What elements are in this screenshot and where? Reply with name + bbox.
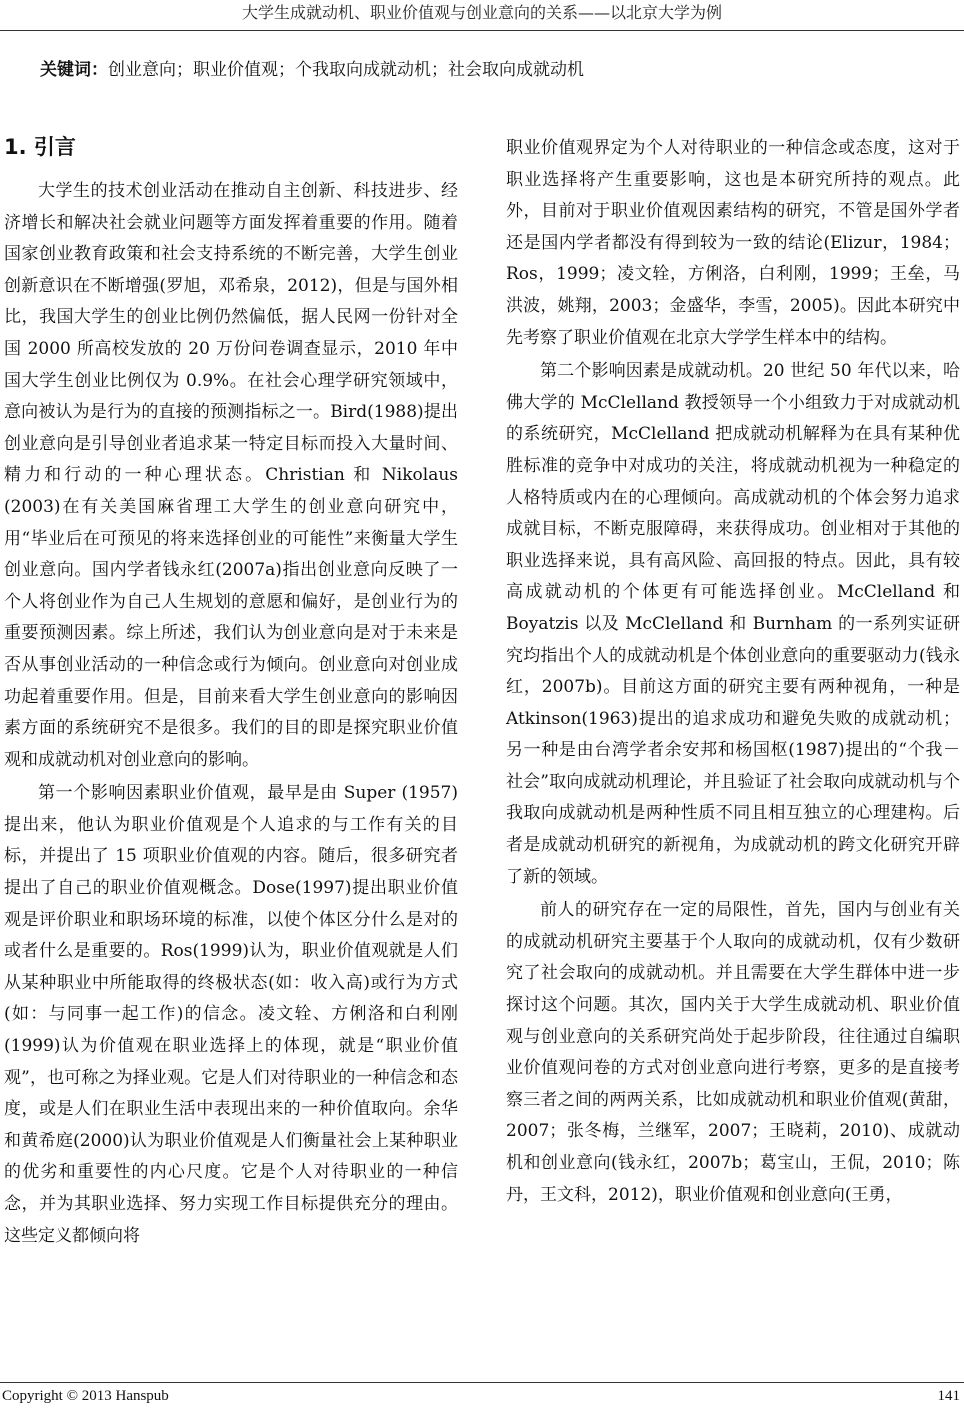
paragraph-career-values-cont: 职业价值观界定为个人对待职业的一种信念或态度，这对于职业选择将产生重要影响，这也是本研究所持的观点。此外，目前对于职业价值观因素结构的研究，不管是国外学者还是国内学者都没有得到较为一致的结论(Elizur，1984；Ros，1999；凌文辁，方俐洛，白利刚，1999；王垒，马洪波，姚翔，2003；金盛华，李雪，2005)。因此本研究中先考察了职业价值观在北京大学学生样本中的结构。 — [506, 138, 960, 348]
paragraph-career-values: 第一个影响因素职业价值观，最早是由 Super (1957)提出来，他认为职业价值观是个人追求的与工作有关的目标，并提出了 15 项职业价值观的内容。随后，很多研究者提出了自己的职业价值观概念。Dose(1997)提出职业价值观是评价职业和职场环境的标准，以使个体区分什么是对的或者什么是重要的。Ros(1999)认为，职业价值观就是人们从某种职业中所能取得的终极状态(如：收入高)或行为方式(如：与同事一起工作)的信念。凌文辁、方俐洛和白利刚(1999)认为价值观在职业选择上的体现，就是“职业价值观”，也可称之为择业观。它是人们对待职业的一种信念和态度，或是人们在职业生活中表现出来的一种价值取向。余华和黄希庭(2000)认为职业价值观是人们衡量社会上某种职业的优劣和重要性的内心尺度。它是个人对待职业的一种信念，并为其职业选择、努力实现工作目标提供充分的理由。这些定义都倾向将 — [4, 783, 458, 1246]
left-column — [4, 128, 458, 1252]
page-footer — [0, 1382, 964, 1411]
section-title: 1. 引言 — [4, 135, 76, 159]
right-column — [506, 133, 960, 1211]
paragraph-intro: 大学生的技术创业活动在推动自主创新、科技进步、经济增长和解决社会就业问题等方面发挥着重要的作用。随着国家创业教育政策和社会支持系统的不断完善，大学生创业创新意识在不断增强(罗旭，邓希泉，2012)，但是与国外相比，我国大学生的创业比例仍然偏低，据人民网一份针对全国 2000 所高校发放的 20 万份问卷调查显示，2010 年中国大学生创业比例仅为 0.9%。在社会心理学研究领域中，意向被认为是行为的直接的预测指标之一。Bird(1988)提出创业意向是引导创业者追求某一特定目标而投入大量时间、精力和行动的一种心理状态。Christian 和 Nikolaus (2003)在有关美国麻省理工大学生的创业意向研究中，用“毕业后在可预见的将来选择创业的可能性”来衡量大学生创业意向。国内学者钱永红(2007a)指出创业意向反映了一个人将创业作为自己人生规划的意愿和偏好，是创业行为的重要预测因素。综上所述，我们认为创业意向是对于未来是否从事创业活动的一种信念或行为倾向。创业意向对创业成功起着重要作用。但是，目前来看大学生创业意向的影响因素方面的系统研究不是很多。我们的目的即是探究职业价值观和成就动机对创业意向的影响。 — [4, 181, 458, 770]
keywords-line — [40, 56, 940, 84]
page-number: 141 — [937, 1388, 960, 1404]
paragraph-limitations: 前人的研究存在一定的局限性，首先，国内与创业有关的成就动机研究主要基于个人取向的成就动机，仅有少数研究了社会取向的成就动机。并且需要在大学生群体中进一步探讨这个问题。其次，国内关于大学生成就动机、职业价值观与创业意向的关系研究尚处于起步阶段，往往通过自编职业价值观问卷的方式对创业意向进行考察，更多的是直接考察三者之间的两两关系，比如成就动机和职业价值观(黄甜，2007；张冬梅，兰继军，2007；王晓莉，2010)、成就动机和创业意向(钱永红，2007b；葛宝山，王侃，2010；陈丹，王文科，2012)，职业价值观和创业意向(王勇， — [506, 900, 960, 1205]
keywords-text: 创业意向；职业价值观；个我取向成就动机；社会取向成就动机 — [108, 60, 584, 80]
running-title: 大学生成就动机、职业价值观与创业意向的关系——以北京大学为例 — [241, 3, 722, 22]
paragraph-achievement-motivation: 第二个影响因素是成就动机。20 世纪 50 年代以来，哈佛大学的 McClelland 教授领导一个小组致力于对成就动机的系统研究，McClelland 把成就动机解释为在具有某种优胜标准的竞争中对成功的关注，将成就动机视为一种稳定的人格特质或内在的心理倾向。高成就动机的个体会努力追求成就目标，不断克服障碍，来获得成功。创业相对于其他的职业选择来说，具有高风险、高回报的特点。因此，具有较高成就动机的个体更有可能选择创业。McClelland 和 Boyatzis 以及 McClelland 和 Burnham 的一系列实证研究均指出个人的成就动机是个体创业意向的重要驱动力(钱永红，2007b)。目前这方面的研究主要有两种视角，一种是 Atkinson(1963)提出的追求成功和避免失败的成就动机；另一种是由台湾学者余安邦和杨国枢(1987)提出的“个我－社会”取向成就动机理论，并且验证了社会取向成就动机与个我取向成就动机是两种性质不同且相互独立的心理建构。后者是成就动机研究的新视角，为成就动机的跨文化研究开辟了新的领域。 — [506, 361, 960, 887]
keywords-label: 关键词： — [40, 60, 108, 80]
running-header — [0, 0, 964, 31]
copyright-notice: Copyright © 2013 Hanspub — [2, 1388, 169, 1404]
